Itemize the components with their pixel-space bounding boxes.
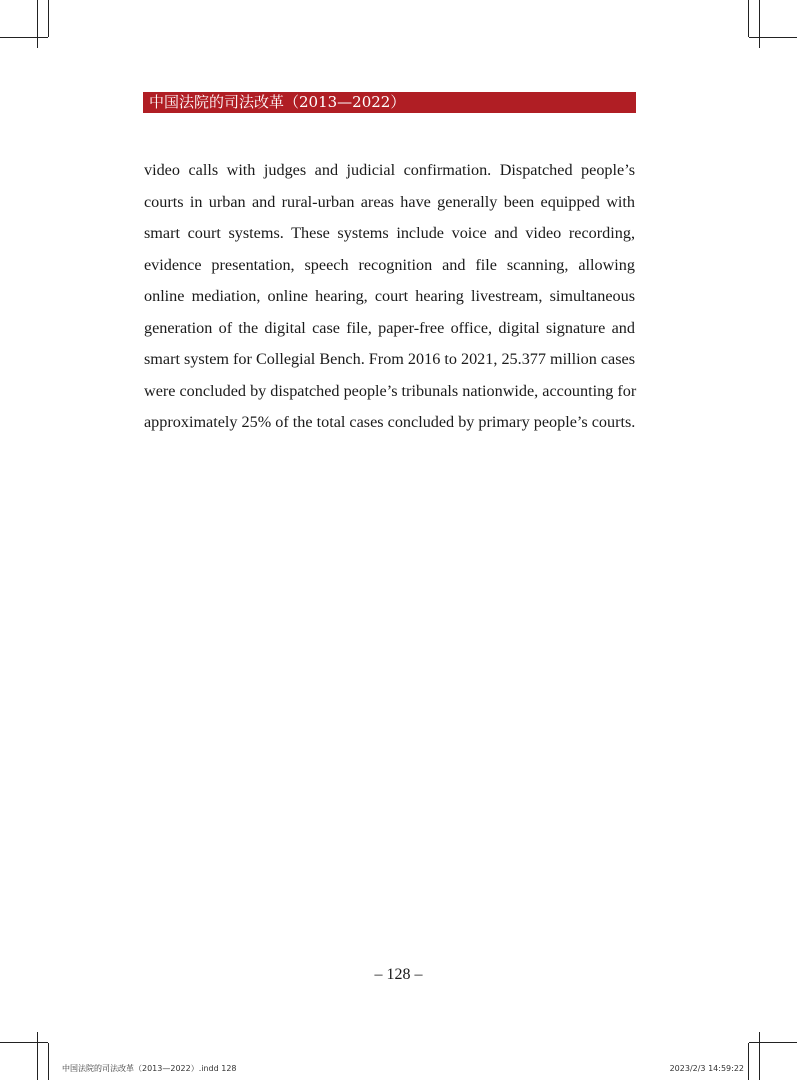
print-slug-timestamp: 2023/2/3 14:59:22 [669, 1064, 744, 1073]
body-paragraph [144, 155, 635, 439]
body-line: approximately 25% of the total cases concluded by primary people’s courts. [144, 413, 636, 431]
body-line: smart system for Collegial Bench. From 2016 to 2021, 25.377 million cases [144, 350, 635, 368]
body-line: online mediation, online hearing, court hearing livestream, simultaneous [144, 287, 635, 305]
page-number: – 128 – [374, 966, 423, 983]
crop-mark-top-left-v2 [48, 0, 49, 37]
crop-mark-top-left-v [37, 0, 38, 48]
body-line: smart court systems. These systems include voice and video recording, [144, 224, 635, 242]
body-line: were concluded by dispatched people’s tribunals nationwide, accounting for [144, 381, 637, 400]
crop-mark-bottom-right-v [759, 1032, 760, 1080]
print-slug-filename: 中国法院的司法改革（2013—2022）.indd 128 [62, 1064, 237, 1073]
crop-mark-top-left-h [0, 37, 48, 38]
body-line: generation of the digital case file, paper-free office, digital signature and [144, 318, 635, 337]
body-line: video calls with judges and judicial confirmation. Dispatched people’s [144, 161, 635, 179]
crop-mark-top-right-v [759, 0, 760, 48]
body-line: evidence presentation, speech recognition and file scanning, allowing [144, 255, 635, 274]
running-header-title: 中国法院的司法改革（2013—2022） [149, 93, 406, 111]
crop-mark-bottom-left-v2 [48, 1043, 49, 1080]
running-header-bar [143, 92, 636, 113]
crop-mark-top-right-v2 [748, 0, 749, 37]
body-line: courts in urban and rural-urban areas have generally been equipped with [144, 192, 635, 211]
crop-mark-top-right-h [749, 37, 797, 38]
crop-mark-bottom-left-v [37, 1032, 38, 1080]
crop-mark-bottom-right-h [749, 1042, 797, 1043]
crop-mark-bottom-left-h [0, 1042, 48, 1043]
crop-mark-bottom-right-v2 [748, 1043, 749, 1080]
